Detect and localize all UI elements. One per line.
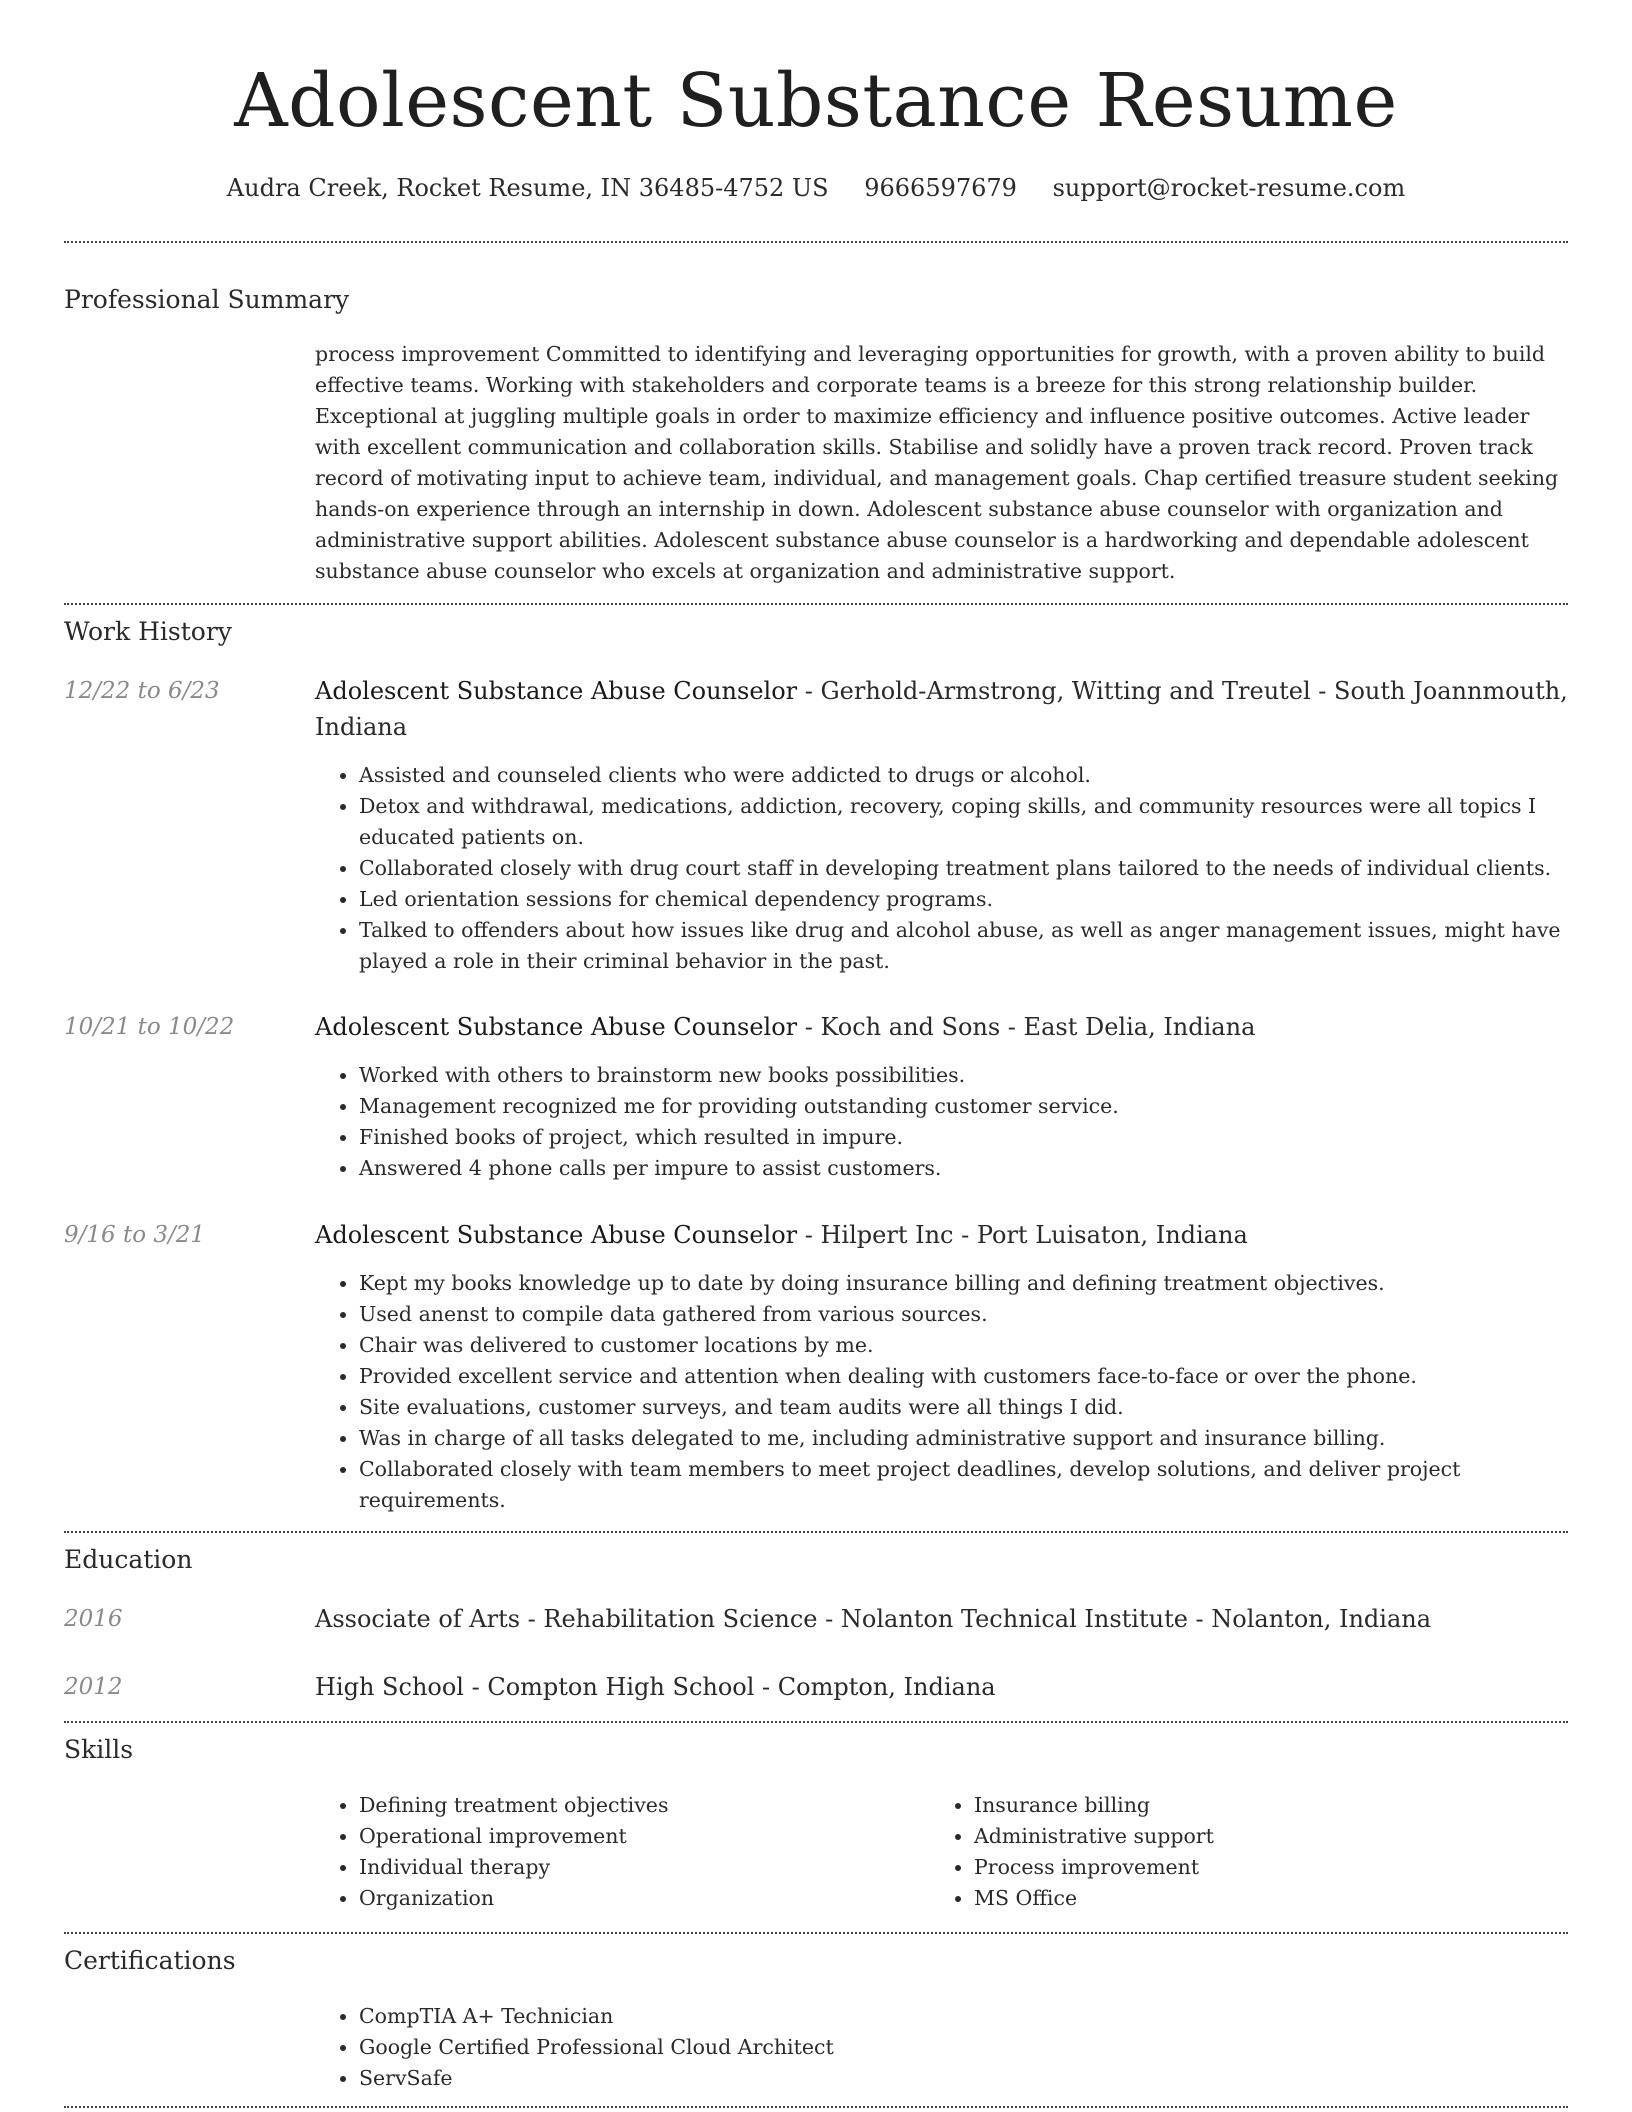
- summary-heading: Professional Summary: [64, 285, 350, 314]
- section-divider: [64, 1531, 1568, 1533]
- education-school: - Compton High School - Compton, Indiana: [463, 1673, 996, 1701]
- job-employer: - Hilpert Inc - Port Luisaton, Indiana: [797, 1221, 1248, 1249]
- job-title: [315, 1217, 1568, 1253]
- list-item: • Site evaluations, customer surveys, and team audits were all things I did.: [359, 1392, 1568, 1423]
- certification-item: • CompTIA A+ Technician: [359, 2001, 1568, 2032]
- job-dates: 12/22 to 6/23: [64, 678, 220, 704]
- work-history-heading: Work History: [64, 617, 232, 646]
- job-dates: 10/21 to 10/22: [64, 1014, 235, 1040]
- education-year: 2012: [64, 1674, 123, 1700]
- list-item: • Detox and withdrawal, medications, addiction, recovery, coping skills, and community resources were all topics I educated patients on.: [359, 791, 1568, 853]
- education-degree: High School: [315, 1673, 464, 1701]
- contact-address: Audra Creek, Rocket Resume, IN 36485-4752 US: [226, 174, 829, 202]
- job-title: [315, 1009, 1568, 1045]
- education-school: - Nolanton Technical Institute - Nolanton, Indiana: [817, 1605, 1432, 1633]
- job-position: Adolescent Substance Abuse Counselor: [315, 677, 798, 705]
- list-item: • Used anenst to compile data gathered from various sources.: [359, 1299, 1568, 1330]
- list-item: • Worked with others to brainstorm new books possibilities.: [359, 1060, 1568, 1091]
- list-item: • Provided excellent service and attention when dealing with customers face-to-face or over the phone.: [359, 1361, 1568, 1392]
- job-employer: - Gerhold-Armstrong, Witting and Treutel - South Joannmouth, Indiana: [315, 677, 1568, 741]
- list-item: • Chair was delivered to customer locations by me.: [359, 1330, 1568, 1361]
- list-item: • Talked to offenders about how issues like drug and alcohol abuse, as well as anger management issues, might have played a role in their criminal behavior in the past.: [359, 915, 1568, 977]
- skills-heading: Skills: [64, 1735, 134, 1764]
- education-year: 2016: [64, 1606, 123, 1632]
- list-item: • Finished books of project, which resulted in impure.: [359, 1122, 1568, 1153]
- education-degree: Associate of Arts - Rehabilitation Science: [315, 1605, 818, 1633]
- contact-phone: 9666597679: [864, 174, 1017, 202]
- list-item: • Answered 4 phone calls per impure to assist customers.: [359, 1153, 1568, 1184]
- contact-email: support@rocket-resume.com: [1052, 174, 1406, 202]
- job-title: [315, 673, 1568, 745]
- job-position: Adolescent Substance Abuse Counselor: [315, 1013, 798, 1041]
- skill-item: • Individual therapy: [359, 1852, 915, 1883]
- list-item: • Led orientation sessions for chemical dependency programs.: [359, 884, 1568, 915]
- list-item: • Was in charge of all tasks delegated to me, including administrative support and insurance billing.: [359, 1423, 1568, 1454]
- skill-item: • Administrative support: [974, 1821, 1530, 1852]
- skill-item: • MS Office: [974, 1883, 1530, 1914]
- skill-item: • Process improvement: [974, 1852, 1530, 1883]
- contact-line: [64, 170, 1568, 206]
- section-divider: [64, 603, 1568, 605]
- certification-item: • ServSafe: [359, 2063, 1568, 2094]
- section-divider: [64, 2106, 1568, 2108]
- list-item: • Kept my books knowledge up to date by doing insurance billing and defining treatment objectives.: [359, 1268, 1568, 1299]
- list-item: • Collaborated closely with drug court staff in developing treatment plans tailored to the needs of individual clients.: [359, 853, 1568, 884]
- education-entry: [315, 1669, 1568, 1705]
- skill-item: • Operational improvement: [359, 1821, 915, 1852]
- certification-item: • Google Certified Professional Cloud Architect: [359, 2032, 1568, 2063]
- education-entry: [315, 1601, 1568, 1637]
- section-divider: [64, 1932, 1568, 1934]
- certifications-list: [315, 2001, 1568, 2094]
- section-divider: [64, 1721, 1568, 1723]
- skills-list-left: [315, 1790, 915, 1914]
- skill-item: • Defining treatment objectives: [359, 1790, 915, 1821]
- list-item: • Collaborated closely with team members to meet project deadlines, develop solutions, and deliver project requirements.: [359, 1454, 1568, 1516]
- job-bullets: [315, 1268, 1568, 1516]
- skill-item: • Organization: [359, 1883, 915, 1914]
- job-bullets: [315, 1060, 1568, 1184]
- job-dates: 9/16 to 3/21: [64, 1222, 206, 1248]
- resume-name: Adolescent Substance Resume: [234, 58, 1398, 144]
- summary-text: process improvement Committed to identifying and leveraging opportunities for growth, with a proven ability to build effective teams. Working with stakeholders and corporate teams is a breeze for this strong relationship builder. Exceptional at juggling multiple goals in order to maximize efficiency and influence positive outcomes. Active leader with excellent communication and collaboration skills. Stabilise and solidly have a proven track record. Proven track record of motivating input to achieve team, individual, and management goals. Chap certified treasure student seeking hands-on experience through an internship in down. Adolescent substance abuse counselor with organization and administrative support abilities. Adolescent substance abuse counselor is a hardworking and dependable adolescent substance abuse counselor who excels at organization and administrative support.: [315, 342, 1559, 583]
- job-employer: - Koch and Sons - East Delia, Indiana: [797, 1013, 1256, 1041]
- list-item: • Management recognized me for providing outstanding customer service.: [359, 1091, 1568, 1122]
- education-heading: Education: [64, 1545, 193, 1574]
- certifications-heading: Certifications: [64, 1946, 236, 1975]
- section-divider: [64, 241, 1568, 243]
- skills-list-right: [930, 1790, 1530, 1914]
- skill-item: • Insurance billing: [974, 1790, 1530, 1821]
- list-item: • Assisted and counseled clients who were addicted to drugs or alcohol.: [359, 760, 1568, 791]
- job-bullets: [315, 760, 1568, 977]
- job-position: Adolescent Substance Abuse Counselor: [315, 1221, 798, 1249]
